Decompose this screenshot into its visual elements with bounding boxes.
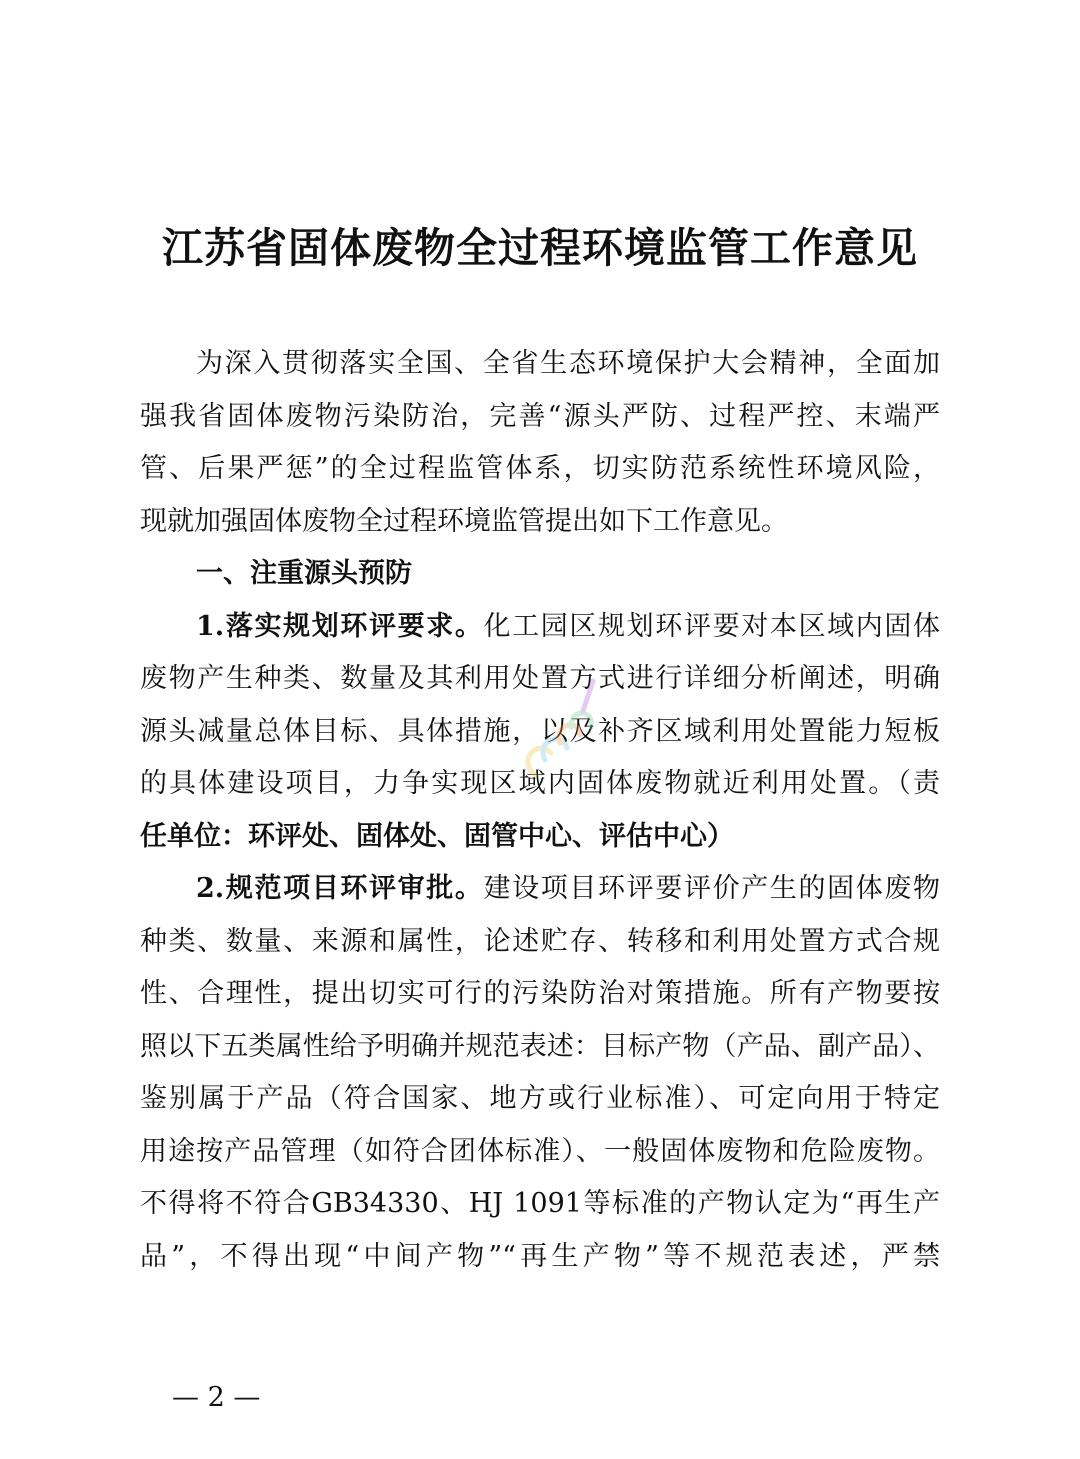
item-1-line-3: 源头减量总体目标、具体措施，以及补齐区域利用处置能力短板 bbox=[140, 715, 940, 747]
watermark-logo bbox=[505, 665, 615, 795]
item-1-responsibility: 任单位：环评处、固体处、固管中心、评估中心） bbox=[140, 820, 734, 852]
item-2-first-line-rest: 建设项目环评要评价产生的固体废物 bbox=[483, 873, 941, 904]
item-1-line-2: 废物产生种类、数量及其利用处置方式进行详细分析阐述，明确 bbox=[140, 663, 940, 694]
item-1-line-4: 的具体建设项目，力争实现区域内固体废物就近利用处置。（责 bbox=[140, 768, 940, 799]
item-1-bold-lead: 1.落实规划环评要求。 bbox=[196, 610, 484, 642]
item-2-line-5: 鉴别属于产品（符合国家、地方或行业标准）、可定向用于特定 bbox=[140, 1083, 940, 1114]
page-number: — 2 — bbox=[172, 1382, 261, 1413]
item-2-line-3: 性、合理性，提出切实可行的污染防治对策措施。所有产物要按 bbox=[140, 978, 940, 1009]
item-2-first-line bbox=[140, 863, 940, 916]
intro-line-4: 现就加强固体废物全过程环境监管提出如下工作意见。 bbox=[140, 505, 788, 537]
item-2-bold-lead: 2.规范项目环评审批。 bbox=[196, 873, 484, 904]
intro-line-1: 为深入贯彻落实全国、全省生态环境保护大会精神，全面加 bbox=[196, 348, 940, 379]
item-2-line-7: 不得将不符合GB34330、HJ 1091等标准的产物认定为“再生产 bbox=[140, 1188, 940, 1219]
item-2-line-6: 用途按产品管理（如符合团体标准）、一般固体废物和危险废物。 bbox=[140, 1135, 940, 1167]
intro-paragraph bbox=[140, 338, 940, 548]
item-1-first-line-rest: 化工园区规划环评要对本区域内固体 bbox=[483, 610, 941, 642]
document-title: 江苏省固体废物全过程环境监管工作意见 bbox=[162, 224, 918, 272]
intro-line-2: 强我省固体废物污染防治，完善“源头严防、过程严控、末端严 bbox=[140, 400, 940, 432]
item-1-first-line bbox=[140, 601, 940, 654]
item-2-line-2: 种类、数量、来源和属性，论述贮存、转移和利用处置方式合规 bbox=[140, 925, 940, 957]
intro-line-3: 管、后果严惩”的全过程监管体系，切实防范系统性环境风险， bbox=[140, 453, 940, 484]
item-2-line-4: 照以下五类属性给予明确并规范表述：目标产物（产品、副产品）、 bbox=[140, 1030, 940, 1062]
item-2-paragraph bbox=[140, 863, 940, 1283]
section-heading-text: 一、注重源头预防 bbox=[196, 558, 412, 589]
document-body bbox=[140, 338, 940, 1283]
section-heading-1 bbox=[140, 548, 940, 601]
item-2-line-8: 品”，不得出现“中间产物”“再生产物”等不规范表述，严禁 bbox=[140, 1240, 940, 1272]
